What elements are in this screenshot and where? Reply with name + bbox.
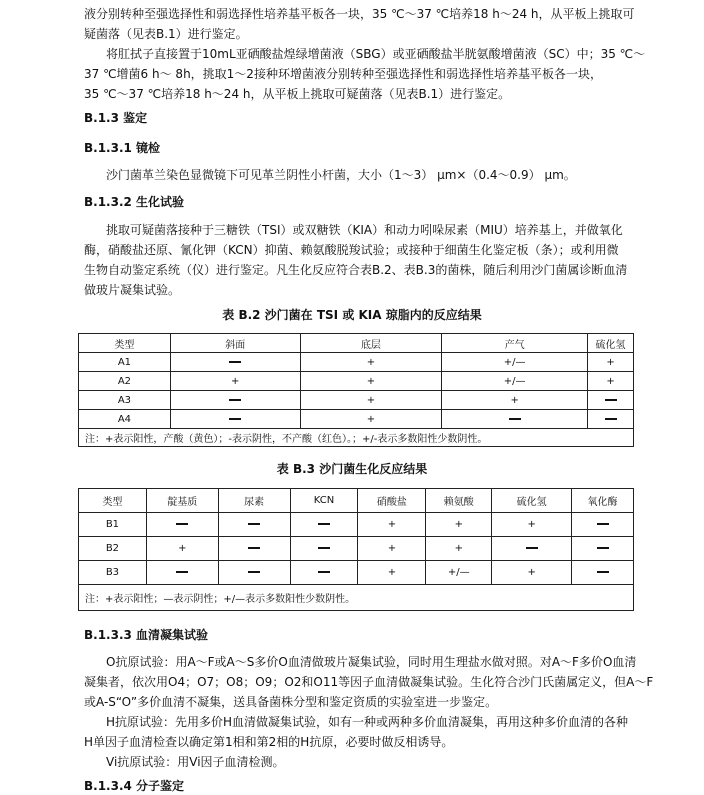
text-line: 液分别转种至强选择性和弱选择性培养基平板各一块，35 ℃～37 ℃培养18 h～24 h，从平板上挑取可 <box>84 7 635 21</box>
table-header-cell: 类型 <box>79 334 171 353</box>
negative-mark <box>229 399 241 401</box>
text-line: O抗原试验：用A～F或A～S多价O血清做玻片凝集试验，同时用生理盐水做对照。对A～F多价O血清 <box>106 655 637 669</box>
text-line: Vi抗原试验：用Vi因子血清检测。 <box>106 755 285 769</box>
table-row <box>79 561 634 585</box>
table-cell <box>170 353 300 372</box>
table-cell: +/— <box>442 353 588 372</box>
table-cell <box>572 537 634 561</box>
text-line: 或A-S“O”多价血清不凝集，送具备菌株分型和鉴定资质的实验室进一步鉴定。 <box>84 695 498 709</box>
table-row <box>79 372 634 391</box>
table-cell: A2 <box>79 372 171 391</box>
negative-mark <box>605 418 617 420</box>
table-caption: 表 B.2 沙门菌在 TSI 或 KIA 琼脂内的反应结果 <box>222 308 482 322</box>
negative-mark <box>248 547 260 549</box>
table-cell: + <box>426 513 492 537</box>
negative-mark <box>229 418 241 420</box>
table-header-cell: 产气 <box>442 334 588 353</box>
table-header-cell: KCN <box>290 489 358 513</box>
table-cell: + <box>588 353 634 372</box>
table-cell: + <box>300 353 442 372</box>
table-row <box>79 391 634 410</box>
table-cell: B3 <box>79 561 147 585</box>
table-row <box>79 410 634 429</box>
table-row <box>79 537 634 561</box>
table-row <box>79 353 634 372</box>
text-line: 凝集者，依次用O4；O7；O8；O9；O2和O11等因子血清做凝集试验。生化符合沙门氏菌属定义，但A～F <box>84 675 654 689</box>
table-header-cell: 硝酸盐 <box>358 489 426 513</box>
table-header-row <box>79 489 634 513</box>
table-cell <box>170 410 300 429</box>
negative-mark <box>597 547 609 549</box>
table-note: 注：+表示阳性；—表示阴性；+/—表示多数阳性少数阴性。 <box>79 585 634 611</box>
negative-mark <box>597 523 609 525</box>
table-cell: B1 <box>79 513 147 537</box>
table-note-row <box>79 429 634 447</box>
table-header-cell: 氧化酶 <box>572 489 634 513</box>
table-header-cell: 斜面 <box>170 334 300 353</box>
table-b3 <box>78 488 634 611</box>
negative-mark <box>605 399 617 401</box>
text-line: 挑取可疑菌落接种于三糖铁（TSI）或双糖铁（KIA）和动力吲哚尿素（MIU）培养基上，并做氧化 <box>106 223 623 237</box>
text-line: 沙门菌革兰染色显微镜下可见革兰阴性小杆菌，大小（1～3） μm×（0.4～0.9） μm。 <box>106 168 576 182</box>
table-cell: + <box>492 561 572 585</box>
table-cell <box>290 537 358 561</box>
table-row <box>79 513 634 537</box>
table-header-cell: 赖氨酸 <box>426 489 492 513</box>
table-cell: + <box>300 391 442 410</box>
table-cell: + <box>588 372 634 391</box>
table-cell: + <box>492 513 572 537</box>
negative-mark <box>526 547 538 549</box>
table-cell: + <box>170 372 300 391</box>
table-cell: + <box>300 372 442 391</box>
negative-mark <box>509 418 521 420</box>
text-line: 生物自动鉴定系统（仪）进行鉴定。凡生化反应符合表B.2、表B.3的菌株，随后利用沙门菌属诊断血清 <box>84 263 628 277</box>
table-header-row <box>79 334 634 353</box>
table-cell <box>218 513 290 537</box>
section-heading: B.1.3 鉴定 <box>84 111 148 125</box>
table-b2 <box>78 333 634 447</box>
table-cell <box>492 537 572 561</box>
text-line: H抗原试验：先用多价H血清做凝集试验，如有一种或两种多价血清凝集，再用这种多价血清的各种 <box>106 715 629 729</box>
table-cell: +/— <box>426 561 492 585</box>
table-header-cell: 硫化氢 <box>492 489 572 513</box>
text-line: 做玻片凝集试验。 <box>84 283 181 297</box>
table-cell: + <box>358 561 426 585</box>
table-cell <box>572 513 634 537</box>
table-cell <box>442 410 588 429</box>
table-header-cell: 类型 <box>79 489 147 513</box>
negative-mark <box>229 361 241 363</box>
table-cell: A1 <box>79 353 171 372</box>
table-header-cell: 靛基质 <box>146 489 218 513</box>
negative-mark <box>318 547 330 549</box>
table-cell: + <box>300 410 442 429</box>
text-line: 35 ℃～37 ℃培养18 h～24 h，从平板上挑取可疑菌落（见表B.1）进行鉴定。 <box>84 87 511 101</box>
table-cell <box>146 561 218 585</box>
negative-mark <box>248 523 260 525</box>
table-note: 注：+表示阳性，产酸（黄色）；-表示阴性，不产酸（红色）。；+/-表示多数阳性少数阴性。 <box>79 429 634 447</box>
table-cell: + <box>146 537 218 561</box>
table-cell <box>588 410 634 429</box>
text-line: 疑菌落（见表B.1）进行鉴定。 <box>84 27 248 41</box>
negative-mark <box>176 523 188 525</box>
negative-mark <box>248 571 260 573</box>
section-heading: B.1.3.2 生化试验 <box>84 195 185 209</box>
text-line: 将肛拭子直接置于10mL亚硒酸盐煌绿增菌液（SBG）或亚硒酸盐半胱氨酸增菌液（SC）中；35 ℃～ <box>106 47 646 61</box>
table-cell <box>588 391 634 410</box>
section-heading: B.1.3.3 血清凝集试验 <box>84 628 209 642</box>
table-cell: + <box>358 537 426 561</box>
table-cell <box>218 537 290 561</box>
text-line: 37 ℃增菌6 h～ 8h，挑取1～2接种环增菌液分别转种至强选择性和弱选择性培养基平板各一块， <box>84 67 602 81</box>
negative-mark <box>597 571 609 573</box>
table-header-cell: 尿素 <box>218 489 290 513</box>
text-line: H单因子血清检查以确定第1相和第2相的H抗原，必要时做反相诱导。 <box>84 735 454 749</box>
table-cell <box>290 561 358 585</box>
table-cell: A3 <box>79 391 171 410</box>
table-cell <box>146 513 218 537</box>
table-cell: + <box>426 537 492 561</box>
section-heading: B.1.3.4 分子鉴定 <box>84 779 185 793</box>
text-line: 酶，硝酸盐还原、氰化钾（KCN）抑菌、赖氨酸脱羧试验；或接种于细菌生化鉴定板（条）；或利用微 <box>84 243 619 257</box>
table-cell <box>170 391 300 410</box>
table-cell <box>218 561 290 585</box>
table-cell: A4 <box>79 410 171 429</box>
table-caption: 表 B.3 沙门菌生化反应结果 <box>276 462 428 476</box>
negative-mark <box>176 571 188 573</box>
table-cell: + <box>358 513 426 537</box>
table-header-cell: 底层 <box>300 334 442 353</box>
negative-mark <box>318 571 330 573</box>
section-heading: B.1.3.1 镜检 <box>84 141 161 155</box>
table-note-row <box>79 585 634 611</box>
table-cell <box>290 513 358 537</box>
table-cell <box>572 561 634 585</box>
table-cell: +/— <box>442 372 588 391</box>
table-header-cell: 硫化氢 <box>588 334 634 353</box>
table-cell: + <box>442 391 588 410</box>
table-cell: B2 <box>79 537 147 561</box>
negative-mark <box>318 523 330 525</box>
